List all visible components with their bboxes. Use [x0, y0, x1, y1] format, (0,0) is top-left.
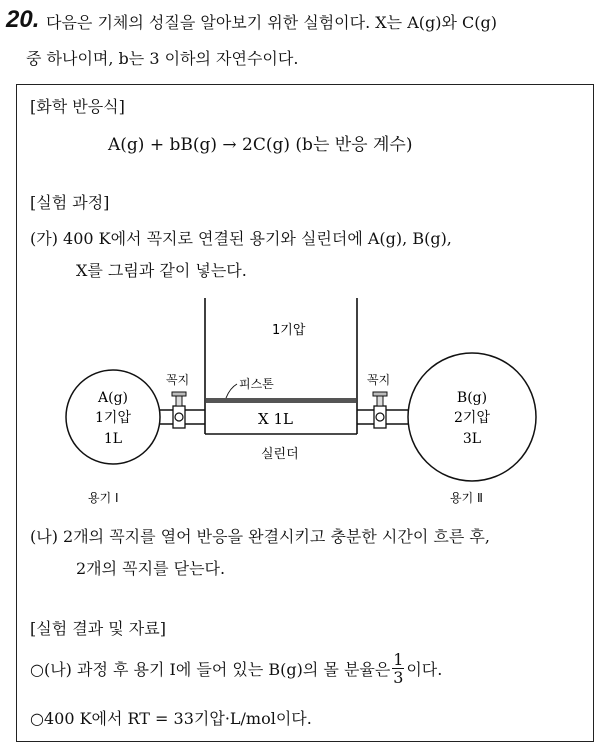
reaction-equation: A(g) + bB(g) → 2C(g) (b는 반응 계수): [108, 135, 413, 155]
apparatus-diagram: [62, 292, 542, 512]
vessel-1-gas: A(g): [98, 390, 128, 406]
valve-left-icon: [172, 392, 186, 428]
cylinder-content-label: X 1L: [258, 410, 293, 428]
mole-fraction-numerator: 1: [393, 650, 404, 669]
results-heading: [실험 결과 및 자료]: [30, 619, 166, 638]
piston: [206, 398, 356, 403]
vessel-1-pressure: 1기압: [95, 410, 131, 426]
reaction-heading: [화학 반응식]: [30, 97, 125, 116]
mole-fraction: [392, 651, 404, 686]
vessel-2-name: 용기 Ⅱ: [450, 491, 483, 505]
step-na-line2: 2개의 꼭지를 닫는다.: [76, 559, 226, 578]
step-ga-line2: X를 그림과 같이 넣는다.: [76, 261, 247, 280]
question-stem-line2: 중 하나이며, b는 3 이하의 자연수이다.: [26, 49, 299, 68]
procedure-heading: [실험 과정]: [30, 193, 110, 212]
valve-right-icon: [373, 392, 387, 428]
step-ga-line1: (가) 400 K에서 꼭지로 연결된 용기와 실린더에 A(g), B(g),: [30, 229, 452, 248]
result-1: [30, 651, 442, 686]
question-stem-line1: 다음은 기체의 성질을 알아보기 위한 실험이다. X는 A(g)와 C(g): [46, 13, 497, 32]
piston-leader: [226, 384, 237, 398]
mole-fraction-denominator: 3: [393, 668, 404, 687]
top-pressure-label: 1기압: [272, 323, 306, 338]
vessel-1-name: 용기 Ⅰ: [88, 491, 119, 505]
piston-label: 피스톤: [239, 377, 274, 391]
vessel-1-volume: 1L: [103, 431, 123, 447]
valve-left-label: 꼭지: [166, 373, 190, 387]
question-number: 20.: [6, 6, 40, 33]
vessel-2-pressure: 2기압: [454, 410, 490, 426]
vessel-2-volume: 3L: [462, 431, 482, 447]
vessel-2-gas: B(g): [456, 390, 488, 406]
result-1-suffix: 이다.: [406, 660, 443, 679]
step-na-line1: (나) 2개의 꼭지를 열어 반응을 완결시키고 충분한 시간이 흐른 후,: [30, 527, 490, 546]
result-1-text: ○(나) 과정 후 용기 Ⅰ에 들어 있는 B(g)의 몰 분율은: [30, 660, 391, 679]
valve-right-label: 꼭지: [367, 373, 391, 387]
result-2: ○400 K에서 RT = 33기압·L/mol이다.: [30, 709, 312, 728]
cylinder-label: 실린더: [261, 447, 299, 462]
